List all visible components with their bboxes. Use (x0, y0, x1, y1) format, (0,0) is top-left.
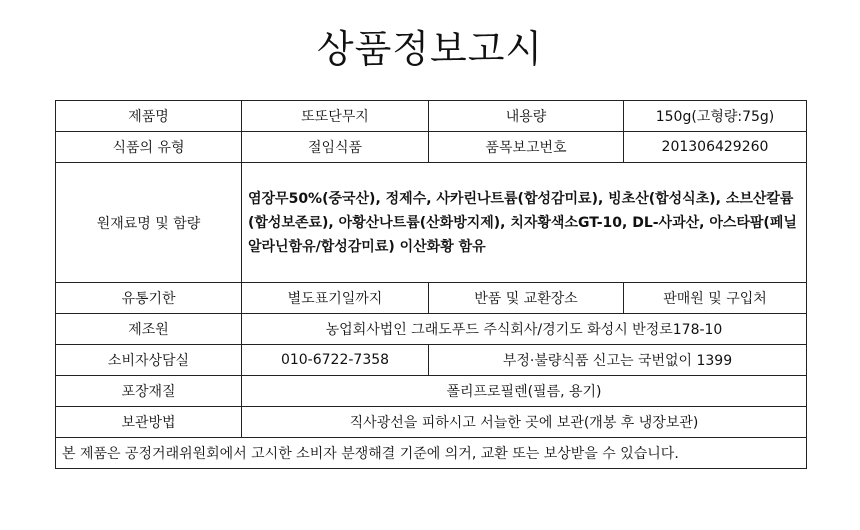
packaging-value: 폴리프로필렌(필름, 용기) (242, 376, 807, 407)
volume-label: 내용량 (429, 101, 624, 132)
ingredients-value: 염장무50%(중국산), 정제수, 사카린나트륨(합성감미료), 빙초산(합성식초), 소브산칼륨(합성보존료), 아황산나트륨(산화방지제), 치자황색소GT-10, DL-사과산, 아스타팜(페닐알라닌함유/합성감미료) 이산화황 함유 (242, 163, 807, 283)
table-row (56, 345, 807, 376)
table-row (56, 283, 807, 314)
consumer-phone-value: 010-6722-7358 (242, 345, 429, 376)
table-row (56, 132, 807, 163)
product-info-table (55, 100, 807, 469)
table-row (56, 407, 807, 438)
manufacturer-label: 제조원 (56, 314, 242, 345)
table-row (56, 101, 807, 132)
packaging-label: 포장재질 (56, 376, 242, 407)
food-type-label: 식품의 유형 (56, 132, 242, 163)
food-type-value: 절임식품 (242, 132, 429, 163)
exchange-label: 반품 및 교환장소 (429, 283, 624, 314)
storage-value: 직사광선을 피하시고 서늘한 곳에 보관(개봉 후 냉장보관) (242, 407, 807, 438)
report-line-value: 부정·불량식품 신고는 국번없이 1399 (429, 345, 807, 376)
volume-value: 150g(고형량:75g) (624, 101, 807, 132)
table-row (56, 314, 807, 345)
exchange-value: 판매원 및 구입처 (624, 283, 807, 314)
table-row (56, 438, 807, 469)
table-row (56, 376, 807, 407)
report-no-label: 품목보고번호 (429, 132, 624, 163)
product-name-label: 제품명 (56, 101, 242, 132)
expiry-label: 유통기한 (56, 283, 242, 314)
report-no-value: 201306429260 (624, 132, 807, 163)
product-name-value: 또또단무지 (242, 101, 429, 132)
table-row (56, 163, 807, 283)
manufacturer-value: 농업회사법인 그래도푸드 주식회사/경기도 화성시 반정로178-10 (242, 314, 807, 345)
page-title: 상품정보고시 (316, 27, 544, 71)
ingredients-label: 원재료명 및 함량 (56, 163, 242, 283)
expiry-value: 별도표기일까지 (242, 283, 429, 314)
dispute-notice: 본 제품은 공정거래위원회에서 고시한 소비자 분쟁해결 기준에 의거, 교환 또는 보상받을 수 있습니다. (56, 438, 807, 469)
consumer-phone-label: 소비자상담실 (56, 345, 242, 376)
storage-label: 보관방법 (56, 407, 242, 438)
